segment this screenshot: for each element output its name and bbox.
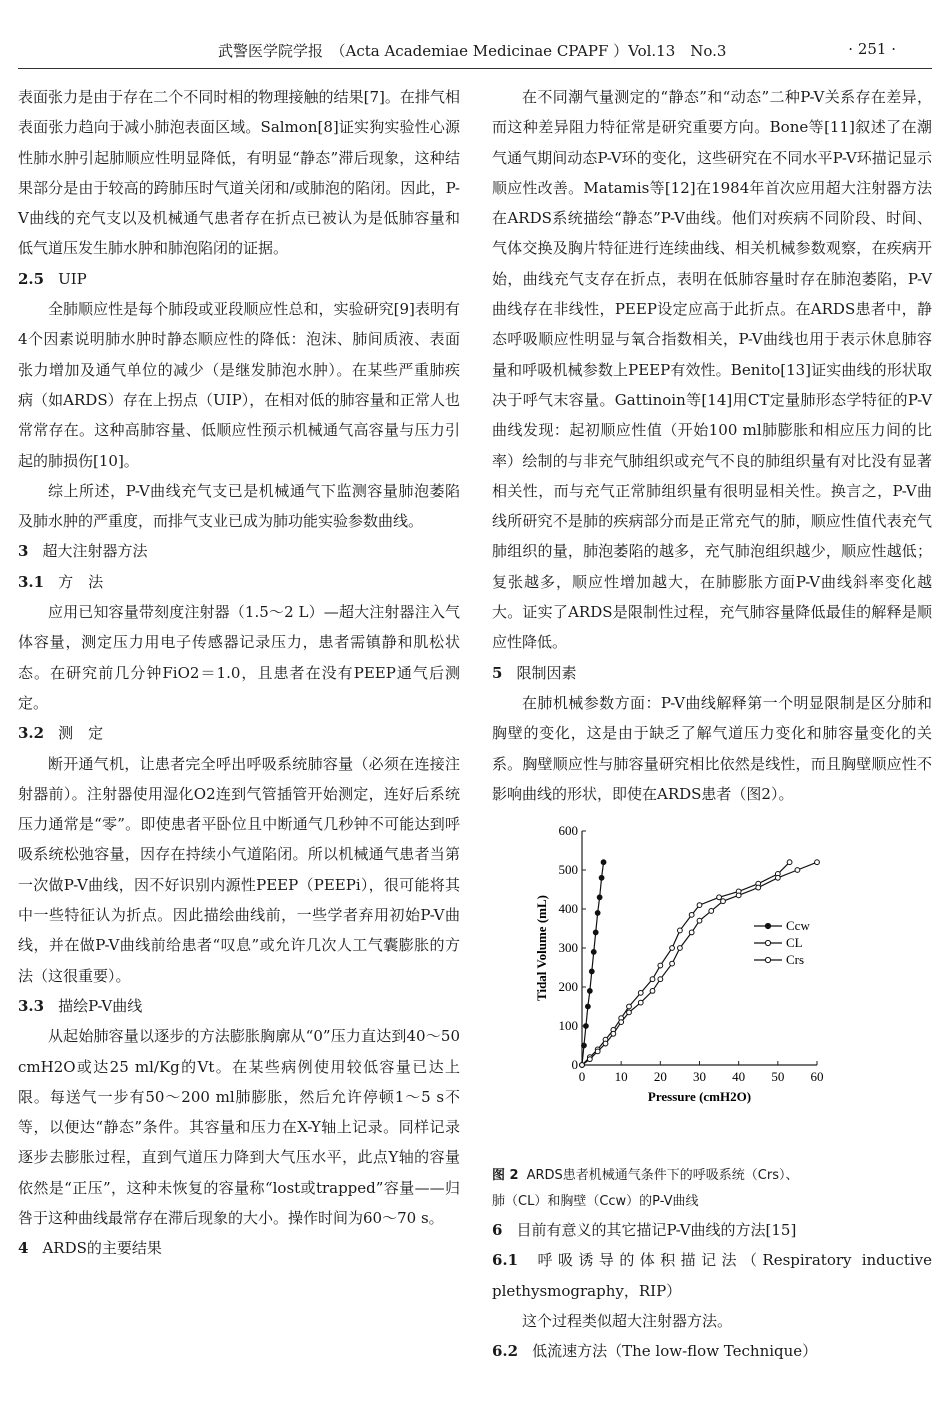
data-point-Crs <box>678 946 683 951</box>
data-point-Ccw <box>597 895 602 900</box>
data-point-CL <box>650 977 655 982</box>
data-point-Crs <box>595 1049 600 1054</box>
data-point-Crs <box>603 1041 608 1046</box>
section-heading: 3.1 方 法 <box>18 572 104 591</box>
paragraph: 这个过程类似超大注射器方法。 <box>522 1312 733 1331</box>
paragraph: 表面张力是由于存在二个不同时相的物理接触的结果[7]。在排气相表面张力趋向于减小肺泡表面区域。Salmon[8]证实狗实验性心源性肺水肿引起肺顺应性明显降低，有明显“静态”滞后现象，这种结果部分是由于较高的跨肺压时气道关闭和/或肺泡的陷闭。因此，P-V曲线的充气支以及机械通气患者存在折点已被认为是低肺容量和低气道压发生肺水肿和肺泡陷闭的证据。 <box>18 88 460 258</box>
x-axis-label: Pressure (cmH2O) <box>647 1089 752 1105</box>
legend-marker-CL <box>765 941 770 946</box>
data-point-Ccw <box>591 950 596 955</box>
legend-label-Crs: Crs <box>786 952 805 968</box>
data-point-Crs <box>775 876 780 881</box>
x-tick-label: 30 <box>693 1069 706 1085</box>
data-point-CL <box>787 860 792 865</box>
data-point-CL <box>678 928 683 933</box>
data-point-Crs <box>756 885 761 890</box>
section-heading: 3.3 描绘P-V曲线 <box>18 996 143 1015</box>
data-point-Crs <box>619 1020 624 1025</box>
y-axis-label: Tidal Volume (mL) <box>534 895 549 1002</box>
data-point-Ccw <box>584 1024 589 1029</box>
data-point-Ccw <box>585 1004 590 1009</box>
data-point-Crs <box>709 909 714 914</box>
paragraph: 在肺机械参数方面：P-V曲线解释第一个明显限制是区分肺和胸壁的变化，这是由于缺乏了解气道压力变化和肺容量变化的关系。胸壁顺应性与肺容量研究相比依然是线性，而且胸壁顺应性不影响曲线的形状，即使在ARDS患者（图2）。 <box>492 693 932 803</box>
data-point-Crs <box>580 1063 585 1068</box>
x-tick-label: 0 <box>578 1069 586 1085</box>
data-point-Crs <box>697 918 702 923</box>
running-header <box>18 40 932 69</box>
x-tick-label: 50 <box>771 1069 785 1085</box>
data-point-Crs <box>815 860 820 865</box>
data-point-CL <box>627 1004 632 1009</box>
y-tick-label: 100 <box>558 1018 578 1034</box>
legend-marker-Crs <box>765 958 770 963</box>
data-point-Crs <box>627 1010 632 1015</box>
figure-2 <box>492 813 932 1163</box>
data-point-Ccw <box>582 1043 587 1048</box>
section-heading: 4 ARDS的主要结果 <box>18 1239 162 1258</box>
legend-marker-Ccw <box>765 924 770 929</box>
data-point-Crs <box>587 1057 592 1062</box>
data-point-Crs <box>721 899 726 904</box>
paragraph: 全肺顺应性是每个肺段或亚段顺应性总和，实验研究[9]表明有4个因素说明肺水肿时静态顺应性的降低：泡沫、肺间质液、表面张力增加及通气单位的减少（是继发肺泡水肿）。在某些严重肺疾病（如ARDS）存在上拐点（UIP），在相对低的肺容量和正常人也常常存在。这种高肺容量、低顺应性预示机械通气高容量与压力引起的肺损伤[10]。 <box>18 300 460 470</box>
section-heading: 6.1 呼吸诱导的体积描记法（Respiratory inductive plethysmography，RIP） <box>492 1251 932 1300</box>
paragraph: 综上所述，P-V曲线充气支已是机械通气下监测容量肺泡萎陷及肺水肿的严重度，而排气支业已成为肺功能实验参数曲线。 <box>18 481 460 531</box>
y-tick-label: 300 <box>558 940 578 956</box>
data-point-Ccw <box>599 876 604 881</box>
section-heading: 3 超大注射器方法 <box>18 542 148 561</box>
data-point-Crs <box>689 930 694 935</box>
y-tick-label: 200 <box>558 979 578 995</box>
paragraph: 从起始肺容量以逐步的方法膨胀胸廓从“0”压力直达到40～50 cmH2O或达25 ml/Kg的Vt。在某些病例使用较低容量已达上限。每送气一步有50～200 ml肺膨胀，然后允许停顿1～5 s不等，以便达“静态”条件。其容量和压力在X-Y轴上记录。同样记录逐步去膨胀过程，直到气道压力降到大气压水平，此点Y轴的容量依然是“正压”，这种未恢复的容量称“lost或trapped”容量——归咎于这种曲线最常存在滞后现象的大小。操作时间为60～70 s。 <box>18 1027 460 1227</box>
y-tick-label: 0 <box>571 1057 578 1073</box>
y-tick-label: 400 <box>558 901 578 917</box>
data-point-Ccw <box>587 989 592 994</box>
paragraph: 应用已知容量带刻度注射器（1.5～2 L）—超大注射器注入气体容量，测定压力用电子传感器记录压力，患者需镇静和肌松状态。在研究前几分钟FiO2＝1.0，且患者在没有PEEP通气后测定。 <box>18 603 460 712</box>
data-point-CL <box>658 963 663 968</box>
journal-title: 武警医学院学报 （Acta Academiae Medicinae CPAPF ）Vol.13 No.3 <box>218 42 727 60</box>
figure-caption-line2: 肺（CL）和胸壁（Ccw）的P-V曲线 <box>492 1194 699 1210</box>
data-point-Ccw <box>593 930 598 935</box>
data-point-CL <box>717 895 722 900</box>
section-heading: 6.2 低流速方法（The low-flow Technique） <box>492 1342 818 1361</box>
data-point-Crs <box>638 1000 643 1005</box>
legend-label-CL: CL <box>786 935 803 951</box>
figure-caption: 图 2 ARDS患者机械通气条件下的呼吸系统（Crs）、 <box>492 1168 799 1184</box>
x-tick-label: 20 <box>653 1069 667 1085</box>
series-line-Crs <box>582 862 817 1065</box>
page-number: · 251 · <box>848 40 896 58</box>
data-point-Crs <box>650 989 655 994</box>
data-point-Crs <box>611 1032 616 1037</box>
x-tick-label: 10 <box>614 1069 628 1085</box>
section-heading: 2.5 UIP <box>18 269 87 288</box>
data-point-CL <box>689 913 694 918</box>
data-point-Ccw <box>601 860 606 865</box>
data-point-Ccw <box>589 969 594 974</box>
x-tick-label: 40 <box>732 1069 746 1085</box>
legend-label-Ccw: Ccw <box>786 918 810 934</box>
section-heading: 6 目前有意义的其它描记P-V曲线的方法[15] <box>492 1221 797 1240</box>
section-heading: 5 限制因素 <box>492 663 577 682</box>
data-point-CL <box>638 991 643 996</box>
paragraph: 在不同潮气量测定的“静态”和“动态”二种P-V关系存在差异，而这种差异阻力特征常是研究重要方向。Bone等[11]叙述了在潮气通气期间动态P-V环的变化，这些研究在不同水平P-V环描记显示顺应性改善。Matamis等[12]在1984年首次应用超大注射器方法在ARDS系统描绘“静态”P-V曲线。他们对疾病不同阶段、时间、气体交换及胸片特征进行连续曲线、相关机械参数观察，在疾病开始，曲线充气支存在折点，表明在低肺容量时存在肺泡萎陷，P-V曲线存在非线性，PEEP设定应高于此折点。在ARDS患者中，静态呼吸顺应性明显与氧合指数相关，P-V曲线也用于表示休息肺容量和呼吸机械参数上PEEP有效性。Benito[13]证实曲线的形状取决于呼气末容量。Gattinoin等[14]用CT定量肺形态学特征的P-V曲线发现：起初顺应性值（开始100 ml肺膨胀和相应压力间的比率）绘制的与非充气肺组织或充气不良的肺组织量有对比没有显著相关性，而与充气正常肺组织量有很明显相关性。换言之，P-V曲线所研究不是肺的疾病部分而是正常充气的肺，顺应性值代表充气肺组织的量，肺泡萎陷的越多，充气肺泡组织越少，顺应性越低；复张越多，顺应性增加越大，在肺膨胀方面P-V曲线斜率变化越大。证实了ARDS是限制性过程，充气肺容量降低最佳的解释是顺应性降低。 <box>492 88 932 652</box>
data-point-Crs <box>736 893 741 898</box>
x-tick-label: 60 <box>810 1069 824 1085</box>
paragraph: 断开通气机，让患者完全呼出呼吸系统肺容量（必须在连接注射器前）。注射器使用湿化O2连到气管插管开始测定，连好后系统压力通常是“零”。即使患者平卧位且中断通气几秒钟不可能达到呼吸系统松弛容量，因存在持续小气道陷闭。所以机械通气患者当第一次做P-V曲线，因不好识别内源性PEEP（PEEPi），很可能将其中一些特征认为折点。因此描绘曲线前，一些学者弃用初始P-V曲线，并在做P-V曲线前给患者“叹息”或允许几次人工气囊膨胀的方法（这很重要）。 <box>18 754 460 985</box>
right-column <box>492 82 932 1367</box>
data-point-Crs <box>795 868 800 873</box>
section-heading: 3.2 测 定 <box>18 724 104 743</box>
y-tick-label: 500 <box>558 862 578 878</box>
y-tick-label: 600 <box>558 823 578 839</box>
data-point-Ccw <box>595 911 600 916</box>
series-line-Ccw <box>582 862 604 1065</box>
left-column <box>18 82 460 1264</box>
data-point-CL <box>670 946 675 951</box>
data-point-CL <box>697 903 702 908</box>
pv-curve-chart <box>492 813 932 1113</box>
data-point-Crs <box>658 977 663 982</box>
data-point-Crs <box>670 961 675 966</box>
